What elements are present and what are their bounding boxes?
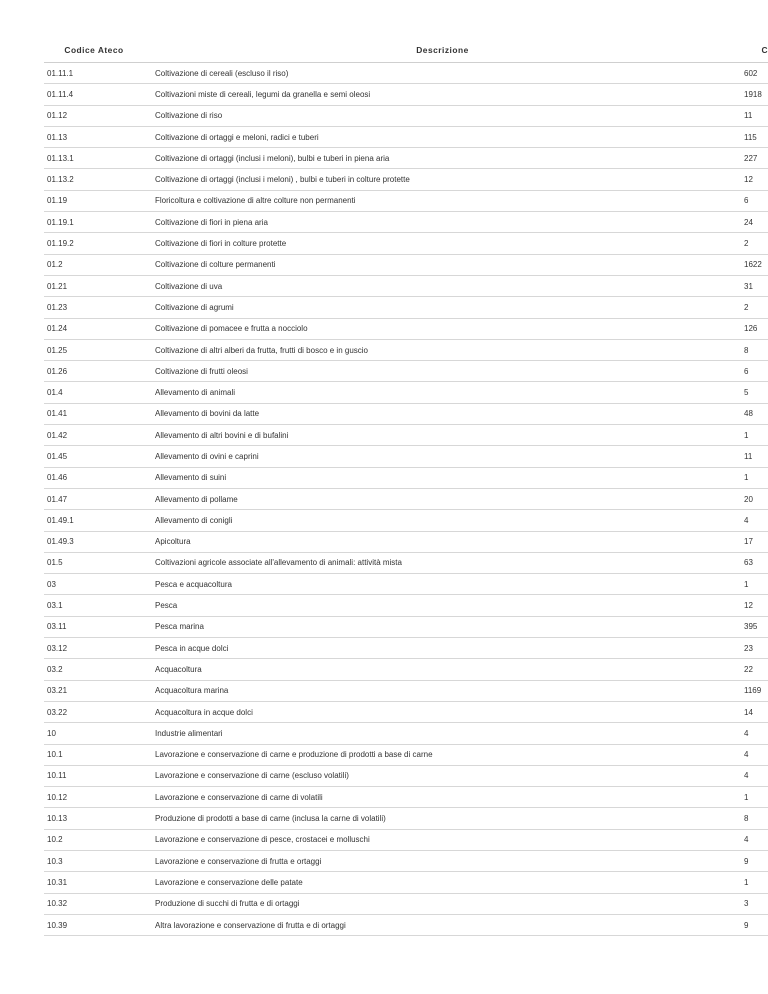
cell-count: 4 <box>741 829 768 850</box>
table-row <box>44 638 768 659</box>
table-row <box>44 723 768 744</box>
cell-code: 10.39 <box>44 914 144 935</box>
table-row <box>44 616 768 637</box>
cell-description: Lavorazione e conservazione di frutta e ortaggi <box>144 850 741 871</box>
cell-code: 01.19.1 <box>44 212 144 233</box>
table-row <box>44 531 768 552</box>
cell-code: 10.3 <box>44 850 144 871</box>
cell-count: 1 <box>741 574 768 595</box>
cell-description: Coltivazione di uva <box>144 275 741 296</box>
table-row <box>44 190 768 211</box>
cell-description: Allevamento di pollame <box>144 488 741 509</box>
cell-code: 01.13 <box>44 126 144 147</box>
cell-description: Floricoltura e coltivazione di altre colture non permanenti <box>144 190 741 211</box>
cell-code: 03.12 <box>44 638 144 659</box>
table-row <box>44 318 768 339</box>
cell-count: 227 <box>741 148 768 169</box>
table-row <box>44 680 768 701</box>
cell-count: 1918 <box>741 84 768 105</box>
cell-count: 11 <box>741 446 768 467</box>
cell-code: 03 <box>44 574 144 595</box>
cell-count: 9 <box>741 914 768 935</box>
cell-count: 8 <box>741 808 768 829</box>
cell-description: Produzione di prodotti a base di carne (inclusa la carne di volatili) <box>144 808 741 829</box>
table-row <box>44 254 768 275</box>
cell-code: 10.32 <box>44 893 144 914</box>
cell-code: 01.11.1 <box>44 63 144 84</box>
cell-count: 1 <box>741 787 768 808</box>
cell-code: 10.31 <box>44 872 144 893</box>
table-row <box>44 872 768 893</box>
cell-code: 10.1 <box>44 744 144 765</box>
cell-count: 4 <box>741 510 768 531</box>
cell-description: Coltivazione di riso <box>144 105 741 126</box>
table-row <box>44 787 768 808</box>
table-row <box>44 297 768 318</box>
table-row <box>44 105 768 126</box>
cell-code: 10.11 <box>44 765 144 786</box>
cell-description: Coltivazione di agrumi <box>144 297 741 318</box>
cell-count: 24 <box>741 212 768 233</box>
table-row <box>44 84 768 105</box>
cell-description: Produzione di succhi di frutta e di ortaggi <box>144 893 741 914</box>
cell-count: 1169 <box>741 680 768 701</box>
cell-code: 01.21 <box>44 275 144 296</box>
cell-description: Coltivazione di fiori in colture protette <box>144 233 741 254</box>
table-row <box>44 382 768 403</box>
cell-description: Coltivazione di ortaggi (inclusi i meloni), bulbi e tuberi in piena aria <box>144 148 741 169</box>
cell-count: 3 <box>741 893 768 914</box>
cell-count: 31 <box>741 275 768 296</box>
table-row <box>44 275 768 296</box>
cell-count: 5 <box>741 382 768 403</box>
table-row <box>44 701 768 722</box>
cell-count: 9 <box>741 850 768 871</box>
ateco-table <box>44 37 768 936</box>
cell-code: 01.19 <box>44 190 144 211</box>
cell-code: 03.21 <box>44 680 144 701</box>
cell-count: 4 <box>741 765 768 786</box>
cell-count: 48 <box>741 403 768 424</box>
cell-code: 01.42 <box>44 425 144 446</box>
cell-count: 602 <box>741 63 768 84</box>
cell-code: 01.49.3 <box>44 531 144 552</box>
cell-code: 01.47 <box>44 488 144 509</box>
cell-description: Allevamento di altri bovini e di bufalini <box>144 425 741 446</box>
cell-code: 01.23 <box>44 297 144 318</box>
cell-code: 10.13 <box>44 808 144 829</box>
table-row <box>44 361 768 382</box>
cell-count: 4 <box>741 744 768 765</box>
table-row <box>44 488 768 509</box>
table-row <box>44 574 768 595</box>
cell-description: Coltivazione di fiori in piena aria <box>144 212 741 233</box>
table-row <box>44 148 768 169</box>
table-row <box>44 914 768 935</box>
cell-count: 14 <box>741 701 768 722</box>
cell-count: 115 <box>741 126 768 147</box>
table-row <box>44 552 768 573</box>
cell-count: 63 <box>741 552 768 573</box>
table-row <box>44 63 768 84</box>
cell-code: 01.49.1 <box>44 510 144 531</box>
cell-count: 12 <box>741 595 768 616</box>
cell-count: 4 <box>741 723 768 744</box>
cell-count: 20 <box>741 488 768 509</box>
cell-count: 22 <box>741 659 768 680</box>
column-header-code: Codice Ateco <box>44 37 144 63</box>
cell-code: 01.2 <box>44 254 144 275</box>
cell-count: 1 <box>741 467 768 488</box>
cell-description: Coltivazione di colture permanenti <box>144 254 741 275</box>
cell-description: Lavorazione e conservazione di pesce, crostacei e molluschi <box>144 829 741 850</box>
cell-code: 01.11.4 <box>44 84 144 105</box>
cell-count: 12 <box>741 169 768 190</box>
cell-description: Coltivazione di ortaggi e meloni, radici e tuberi <box>144 126 741 147</box>
cell-description: Coltivazione di frutti oleosi <box>144 361 741 382</box>
cell-code: 01.19.2 <box>44 233 144 254</box>
cell-count: 11 <box>741 105 768 126</box>
cell-description: Allevamento di animali <box>144 382 741 403</box>
cell-code: 01.13.1 <box>44 148 144 169</box>
cell-code: 01.46 <box>44 467 144 488</box>
table-row <box>44 829 768 850</box>
cell-description: Lavorazione e conservazione di carne e produzione di prodotti a base di carne <box>144 744 741 765</box>
table-body <box>44 63 768 936</box>
cell-code: 01.24 <box>44 318 144 339</box>
cell-count: 126 <box>741 318 768 339</box>
table-row <box>44 212 768 233</box>
cell-code: 01.5 <box>44 552 144 573</box>
cell-description: Pesca in acque dolci <box>144 638 741 659</box>
cell-description: Coltivazione di ortaggi (inclusi i meloni) , bulbi e tuberi in colture protette <box>144 169 741 190</box>
cell-description: Pesca <box>144 595 741 616</box>
cell-code: 03.2 <box>44 659 144 680</box>
table-row <box>44 510 768 531</box>
cell-description: Coltivazione di altri alberi da frutta, frutti di bosco e in guscio <box>144 339 741 360</box>
cell-code: 10.12 <box>44 787 144 808</box>
cell-code: 01.4 <box>44 382 144 403</box>
cell-description: Coltivazione di cereali (escluso il riso) <box>144 63 741 84</box>
table-row <box>44 893 768 914</box>
cell-count: 1622 <box>741 254 768 275</box>
cell-code: 01.41 <box>44 403 144 424</box>
cell-count: 1 <box>741 425 768 446</box>
table-row <box>44 446 768 467</box>
cell-count: 2 <box>741 297 768 318</box>
table-row <box>44 765 768 786</box>
cell-count: 6 <box>741 190 768 211</box>
cell-description: Acquacoltura marina <box>144 680 741 701</box>
cell-description: Acquacoltura <box>144 659 741 680</box>
cell-description: Altra lavorazione e conservazione di frutta e di ortaggi <box>144 914 741 935</box>
cell-description: Acquacoltura in acque dolci <box>144 701 741 722</box>
table-row <box>44 403 768 424</box>
cell-description: Coltivazioni agricole associate all'allevamento di animali: attività mista <box>144 552 741 573</box>
table-header <box>44 37 768 63</box>
column-header-count: C <box>741 37 768 63</box>
header-row <box>44 37 768 63</box>
table-row <box>44 595 768 616</box>
cell-code: 03.11 <box>44 616 144 637</box>
column-header-description: Descrizione <box>144 37 741 63</box>
cell-description: Allevamento di bovini da latte <box>144 403 741 424</box>
table-row <box>44 467 768 488</box>
cell-description: Lavorazione e conservazione di carne di volatili <box>144 787 741 808</box>
cell-description: Apicoltura <box>144 531 741 552</box>
cell-count: 395 <box>741 616 768 637</box>
cell-code: 01.25 <box>44 339 144 360</box>
cell-code: 01.26 <box>44 361 144 382</box>
cell-count: 6 <box>741 361 768 382</box>
cell-code: 10.2 <box>44 829 144 850</box>
table-row <box>44 659 768 680</box>
cell-count: 17 <box>741 531 768 552</box>
cell-count: 1 <box>741 872 768 893</box>
cell-count: 2 <box>741 233 768 254</box>
ateco-table-container <box>44 37 768 936</box>
cell-code: 10 <box>44 723 144 744</box>
cell-description: Allevamento di suini <box>144 467 741 488</box>
cell-description: Pesca e acquacoltura <box>144 574 741 595</box>
cell-description: Coltivazioni miste di cereali, legumi da granella e semi oleosi <box>144 84 741 105</box>
table-row <box>44 744 768 765</box>
table-row <box>44 425 768 446</box>
table-row <box>44 233 768 254</box>
cell-description: Lavorazione e conservazione di carne (escluso volatili) <box>144 765 741 786</box>
cell-description: Allevamento di conigli <box>144 510 741 531</box>
cell-description: Pesca marina <box>144 616 741 637</box>
cell-description: Allevamento di ovini e caprini <box>144 446 741 467</box>
cell-description: Coltivazione di pomacee e frutta a nocciolo <box>144 318 741 339</box>
table-row <box>44 808 768 829</box>
cell-description: Lavorazione e conservazione delle patate <box>144 872 741 893</box>
cell-count: 8 <box>741 339 768 360</box>
cell-code: 03.22 <box>44 701 144 722</box>
table-row <box>44 126 768 147</box>
cell-description: Industrie alimentari <box>144 723 741 744</box>
cell-count: 23 <box>741 638 768 659</box>
table-row <box>44 169 768 190</box>
cell-code: 01.13.2 <box>44 169 144 190</box>
cell-code: 01.45 <box>44 446 144 467</box>
cell-code: 01.12 <box>44 105 144 126</box>
table-row <box>44 850 768 871</box>
cell-code: 03.1 <box>44 595 144 616</box>
table-row <box>44 339 768 360</box>
